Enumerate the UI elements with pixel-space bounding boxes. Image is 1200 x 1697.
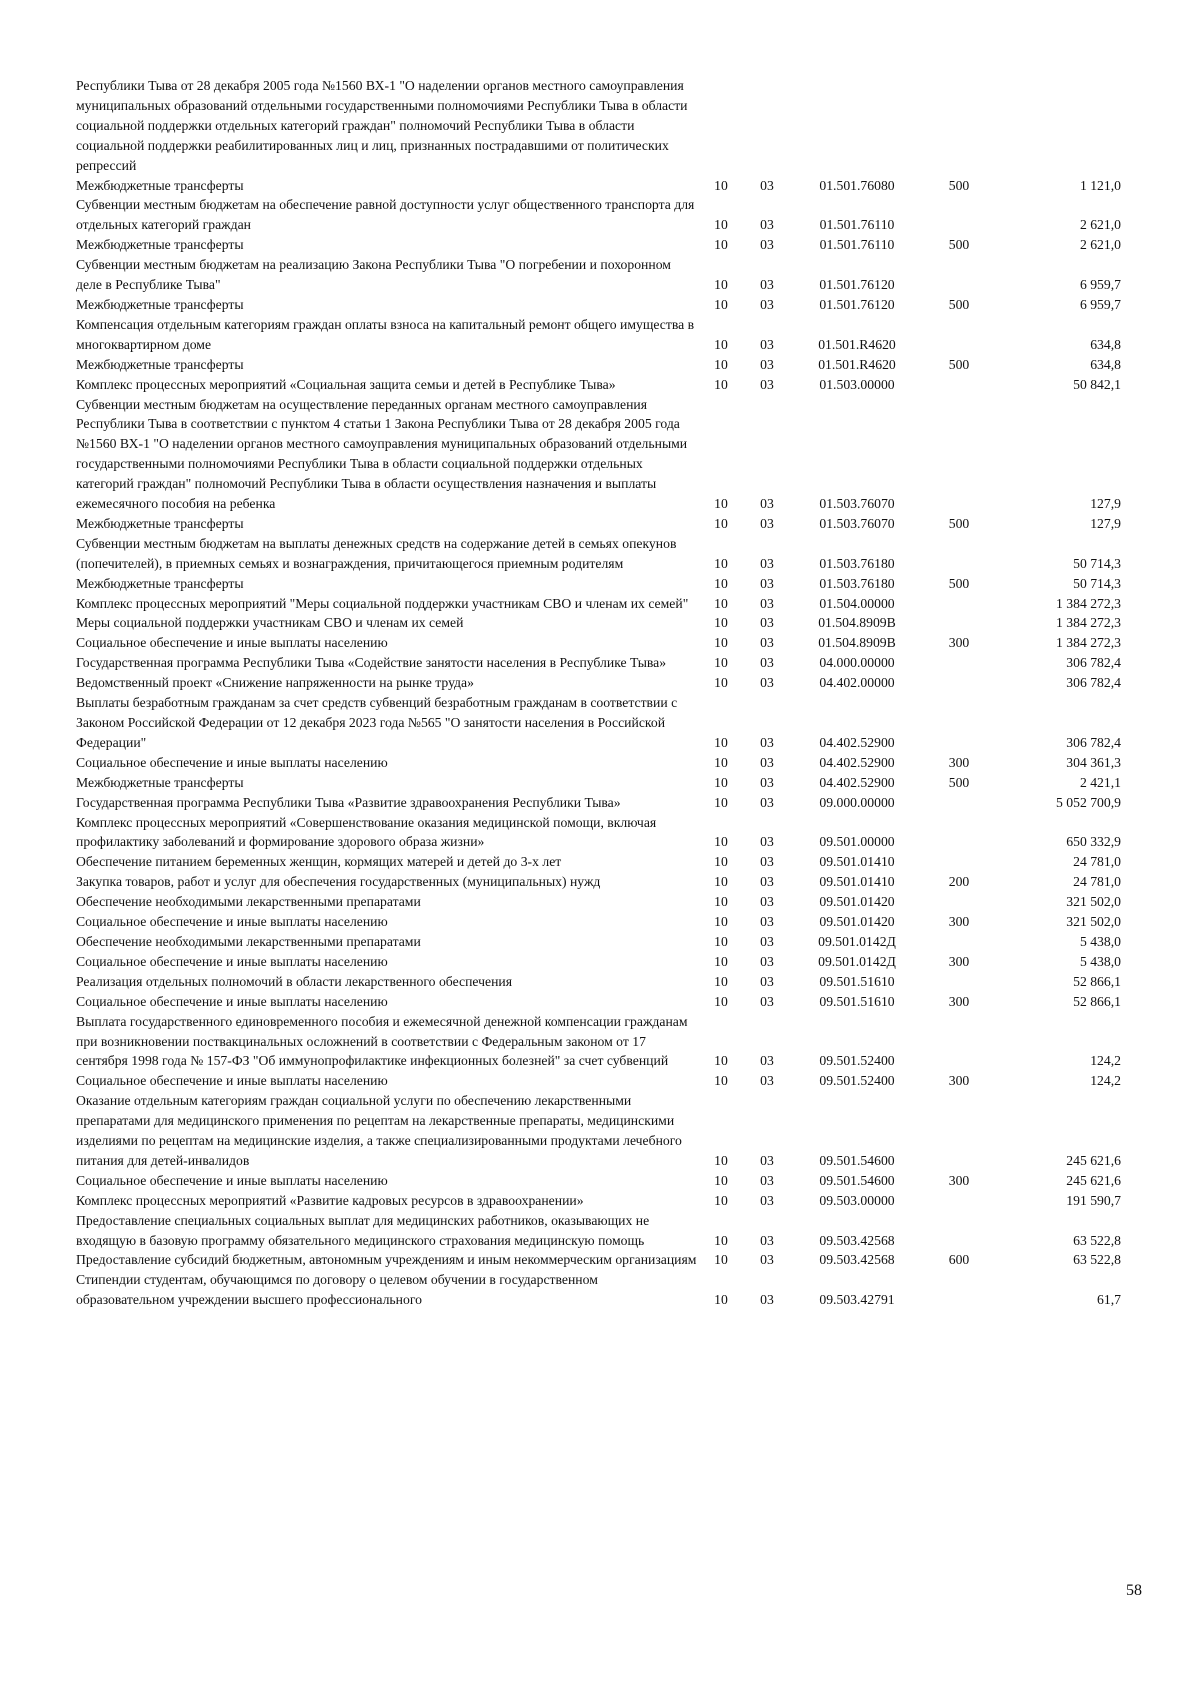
row-subsection-code: 03 (760, 635, 774, 651)
row-section-code (698, 76, 744, 176)
row-subsection-code: 03 (760, 217, 774, 233)
table-row (76, 1171, 1121, 1191)
table-row (76, 952, 1121, 972)
row-subsection-code: 03 (760, 615, 774, 631)
table-row (76, 753, 1121, 773)
table-row (76, 315, 1121, 355)
row-amount: 650 332,9 (1066, 834, 1121, 850)
row-section-code: 10 (714, 655, 728, 671)
row-name: Межбюджетные трансферты (76, 774, 244, 790)
table-row (76, 673, 1121, 693)
row-expense-type-code (924, 972, 994, 992)
table-row (76, 295, 1121, 315)
row-name: Обеспечение необходимыми лекарственными препаратами (76, 894, 421, 910)
row-section-code: 10 (714, 177, 728, 193)
row-section-code: 10 (714, 356, 728, 372)
budget-table-body (76, 76, 1121, 1310)
row-section-code: 10 (714, 555, 728, 571)
row-target-article-code: 01.501.R4620 (818, 336, 896, 352)
row-section-code: 10 (714, 496, 728, 512)
row-expense-type-code: 300 (948, 635, 970, 651)
row-section-code: 10 (714, 1172, 728, 1188)
row-subsection-code: 03 (760, 854, 774, 870)
row-expense-type-code: 500 (948, 356, 970, 372)
row-expense-type-code: 300 (948, 754, 970, 770)
row-target-article-code: 09.501.54600 (819, 1152, 895, 1168)
row-section-code: 10 (714, 1292, 728, 1308)
row-section-code: 10 (714, 754, 728, 770)
row-target-article-code: 01.504.8909В (818, 615, 896, 631)
table-row (76, 633, 1121, 653)
row-target-article-code: 01.501.76110 (819, 237, 895, 253)
row-expense-type-code (924, 1012, 994, 1072)
row-amount: 634,8 (1090, 336, 1121, 352)
row-expense-type-code (924, 793, 994, 813)
row-target-article-code: 09.501.01410 (819, 854, 895, 870)
table-row (76, 912, 1121, 932)
row-expense-type-code (924, 375, 994, 395)
row-section-code: 10 (714, 515, 728, 531)
row-name: Межбюджетные трансферты (76, 515, 244, 531)
row-subsection-code: 03 (760, 655, 774, 671)
row-target-article-code: 01.501.76110 (819, 217, 895, 233)
row-subsection-code: 03 (760, 993, 774, 1009)
row-expense-type-code (924, 673, 994, 693)
row-name: Обеспечение питанием беременных женщин, кормящих матерей и детей до 3-х лет (76, 854, 562, 870)
row-subsection-code: 03 (760, 277, 774, 293)
row-section-code: 10 (714, 734, 728, 750)
row-target-article-code: 01.501.76080 (819, 177, 895, 193)
row-section-code: 10 (714, 595, 728, 611)
row-section-code: 10 (714, 993, 728, 1009)
row-section-code: 10 (714, 277, 728, 293)
row-subsection-code: 03 (760, 933, 774, 949)
table-row (76, 76, 1121, 176)
row-target-article-code: 09.501.01420 (819, 894, 895, 910)
row-expense-type-code: 200 (948, 874, 970, 890)
row-subsection-code: 03 (760, 953, 774, 969)
row-amount: 1 384 272,3 (1055, 635, 1121, 651)
row-name: Комплекс процессных мероприятий «Совершенствование оказания медицинской помощи, включая профилактику заболеваний и формирование здорового образа жизни» (76, 814, 657, 850)
row-subsection-code: 03 (760, 555, 774, 571)
row-amount: 63 522,8 (1073, 1252, 1121, 1268)
row-subsection-code: 03 (760, 834, 774, 850)
row-expense-type-code: 300 (948, 914, 970, 930)
row-section-code: 10 (714, 854, 728, 870)
table-row (76, 793, 1121, 813)
budget-table (76, 76, 1121, 1310)
row-amount: 2 421,1 (1079, 774, 1121, 790)
row-amount: 127,9 (1090, 496, 1121, 512)
row-subsection-code: 03 (760, 356, 774, 372)
table-row (76, 852, 1121, 872)
row-target-article-code: 01.503.76180 (819, 555, 895, 571)
row-expense-type-code (924, 195, 994, 235)
table-row (76, 1091, 1121, 1171)
table-row (76, 773, 1121, 793)
row-expense-type-code: 300 (948, 993, 970, 1009)
row-name: Предоставление специальных социальных выплат для медицинских работников, оказывающих не входящую в базовую программу обязательного медицинского страхования медицинскую помощь (76, 1212, 650, 1248)
row-amount: 6 959,7 (1079, 277, 1121, 293)
row-section-code: 10 (714, 1073, 728, 1089)
row-amount: 1 384 272,3 (1055, 595, 1121, 611)
table-row (76, 653, 1121, 673)
row-target-article-code: 01.503.76070 (819, 496, 895, 512)
table-row (76, 1270, 1121, 1310)
table-row (76, 176, 1121, 196)
row-expense-type-code (924, 613, 994, 633)
table-row (76, 693, 1121, 753)
row-subsection-code: 03 (760, 515, 774, 531)
row-section-code: 10 (714, 953, 728, 969)
row-target-article-code: 01.503.76070 (819, 515, 895, 531)
row-expense-type-code (924, 76, 994, 176)
row-name: Субвенции местным бюджетам на выплаты денежных средств на содержание детей в семьях опекунов (попечителей), в приемных семьях и вознаграждения, причитающегося приемным родителям (76, 535, 677, 571)
row-target-article-code: 09.503.00000 (819, 1192, 895, 1208)
row-name: Межбюджетные трансферты (76, 356, 244, 372)
row-section-code: 10 (714, 774, 728, 790)
row-target-article-code: 01.501.76120 (819, 277, 895, 293)
row-name: Социальное обеспечение и иные выплаты населению (76, 914, 388, 930)
row-name: Субвенции местным бюджетам на осуществление переданных органам местного самоуправления Республики Тыва в соответствии с пунктом 4 статьи 1 Закона Республики Тыва от 28 декабря 2005 года №1560 ВХ-1 "О наделении органов местного самоуправления муниципальных образований отдельными государственными полномочиями Республики Тыва в области социальной поддержки отдельных категорий граждан" полномочий Республики Тыва в области осуществления назначения и выплаты ежемесячного пособия на ребенка (76, 396, 688, 512)
row-section-code: 10 (714, 615, 728, 631)
row-expense-type-code: 500 (948, 237, 970, 253)
table-row (76, 395, 1121, 514)
row-expense-type-code (924, 932, 994, 952)
row-target-article-code: 04.402.52900 (819, 734, 895, 750)
table-row (76, 255, 1121, 295)
row-amount: 5 438,0 (1079, 953, 1121, 969)
row-section-code: 10 (714, 217, 728, 233)
row-expense-type-code (924, 1211, 994, 1251)
row-name: Выплаты безработным гражданам за счет средств субвенций безработным гражданам в соответствии с Законом Российской Федерации от 12 декабря 2023 года №565 "О занятости населения в Российской Федерации" (76, 695, 678, 750)
table-row (76, 1191, 1121, 1211)
table-row (76, 195, 1121, 235)
row-target-article-code: 09.000.00000 (819, 794, 895, 810)
row-expense-type-code (924, 693, 994, 753)
row-subsection-code: 03 (760, 754, 774, 770)
row-section-code: 10 (714, 1152, 728, 1168)
row-name: Субвенции местным бюджетам на обеспечение равной доступности услуг общественного транспорта для отдельных категорий граждан (76, 197, 695, 233)
row-expense-type-code (924, 395, 994, 514)
row-amount: 2 621,0 (1079, 217, 1121, 233)
row-subsection-code: 03 (760, 1172, 774, 1188)
row-target-article-code: 09.501.0142Д (818, 933, 896, 949)
row-name: Республики Тыва от 28 декабря 2005 года №1560 ВХ-1 "О наделении органов местного самоуправления муниципальных образований отдельными государственными полномочиями Республики Тыва в области социальной поддержки отдельных категорий граждан" полномочий Республики Тыва в области социальной поддержки реабилитированных лиц и лиц, признанных пострадавшими от политических репрессий (76, 78, 688, 173)
row-subsection-code: 03 (760, 1232, 774, 1248)
row-target-article-code: 01.504.8909В (818, 635, 896, 651)
row-expense-type-code: 500 (948, 774, 970, 790)
row-amount: 52 866,1 (1073, 973, 1121, 989)
row-name: Комплекс процессных мероприятий «Социальная защита семьи и детей в Республике Тыва» (76, 376, 616, 392)
row-subsection-code: 03 (760, 237, 774, 253)
row-expense-type-code (924, 1091, 994, 1171)
row-amount: 6 959,7 (1079, 296, 1121, 312)
table-row (76, 992, 1121, 1012)
row-target-article-code: 09.503.42568 (819, 1252, 895, 1268)
row-section-code: 10 (714, 834, 728, 850)
row-name: Обеспечение необходимыми лекарственными препаратами (76, 933, 421, 949)
table-row (76, 972, 1121, 992)
row-name: Предоставление субсидий бюджетным, автономным учреждениям и иным некоммерческим организациям (76, 1252, 697, 1268)
row-section-code: 10 (714, 1232, 728, 1248)
row-subsection-code: 03 (760, 874, 774, 890)
table-row (76, 613, 1121, 633)
table-row (76, 1250, 1121, 1270)
row-subsection-code: 03 (760, 376, 774, 392)
row-subsection-code: 03 (760, 336, 774, 352)
row-target-article-code: 09.501.01410 (819, 874, 895, 890)
row-expense-type-code (924, 852, 994, 872)
row-name: Межбюджетные трансферты (76, 296, 244, 312)
row-amount: 306 782,4 (1066, 675, 1121, 691)
row-expense-type-code (924, 594, 994, 614)
row-section-code: 10 (714, 675, 728, 691)
row-target-article-code: 01.501.R4620 (818, 356, 896, 372)
row-target-article-code: 01.504.00000 (819, 595, 895, 611)
row-amount: 5 052 700,9 (1055, 794, 1121, 810)
row-name: Социальное обеспечение и иные выплаты населению (76, 635, 388, 651)
row-expense-type-code (924, 892, 994, 912)
row-name: Социальное обеспечение и иные выплаты населению (76, 1073, 388, 1089)
row-section-code: 10 (714, 894, 728, 910)
row-amount: 124,2 (1090, 1073, 1121, 1089)
row-target-article-code: 09.503.42791 (819, 1292, 895, 1308)
row-target-article-code: 01.501.76120 (819, 296, 895, 312)
row-amount: 63 522,8 (1073, 1232, 1121, 1248)
row-target-article-code: 09.503.42568 (819, 1232, 895, 1248)
row-section-code: 10 (714, 794, 728, 810)
row-target-article-code: 09.501.51610 (819, 993, 895, 1009)
row-expense-type-code (924, 255, 994, 295)
row-amount: 127,9 (1090, 515, 1121, 531)
row-amount: 634,8 (1090, 356, 1121, 372)
row-section-code: 10 (714, 914, 728, 930)
table-row (76, 235, 1121, 255)
row-expense-type-code: 500 (948, 515, 970, 531)
row-name: Компенсация отдельным категориям граждан оплаты взноса на капитальный ремонт общего имущества в многоквартирном доме (76, 316, 695, 352)
row-expense-type-code (924, 813, 994, 853)
row-expense-type-code (924, 1270, 994, 1310)
row-subsection-code: 03 (760, 496, 774, 512)
row-target-article-code: 09.501.52400 (819, 1073, 895, 1089)
row-amount: 24 781,0 (1073, 854, 1121, 870)
row-subsection-code: 03 (760, 914, 774, 930)
row-section-code: 10 (714, 296, 728, 312)
row-subsection-code (744, 76, 790, 176)
row-subsection-code: 03 (760, 595, 774, 611)
row-section-code: 10 (714, 1252, 728, 1268)
row-name: Государственная программа Республики Тыва «Содействие занятости населения в Республике Тыва» (76, 655, 667, 671)
row-target-article-code: 04.000.00000 (819, 655, 895, 671)
row-section-code: 10 (714, 1192, 728, 1208)
row-amount: 1 384 272,3 (1055, 615, 1121, 631)
row-subsection-code: 03 (760, 973, 774, 989)
table-row (76, 1211, 1121, 1251)
row-amount: 52 866,1 (1073, 993, 1121, 1009)
row-amount (994, 76, 1121, 176)
row-target-article-code: 04.402.52900 (819, 754, 895, 770)
table-row (76, 534, 1121, 574)
row-name: Реализация отдельных полномочий в области лекарственного обеспечения (76, 973, 513, 989)
table-row (76, 1012, 1121, 1072)
row-name: Межбюджетные трансферты (76, 177, 244, 193)
row-name: Стипендии студентам, обучающимся по договору о целевом обучении в государственном образовательном учреждении высшего профессионального (76, 1272, 598, 1308)
table-row (76, 375, 1121, 395)
row-name: Выплата государственного единовременного пособия и ежемесячной денежной компенсации гражданам при возникновении поствакцинальных осложнений в соответствии с Федеральным законом от 17 сентября 1998 года № 157-ФЗ "Об иммунопрофилактике инфекционных болезней" за счет субвенций (76, 1013, 688, 1069)
row-name: Закупка товаров, работ и услуг для обеспечения государственных (муниципальных) нужд (76, 874, 601, 890)
row-target-article-code: 04.402.52900 (819, 774, 895, 790)
table-row (76, 574, 1121, 594)
row-target-article-code: 01.503.00000 (819, 376, 895, 392)
row-amount: 304 361,3 (1066, 754, 1121, 770)
row-name: Межбюджетные трансферты (76, 237, 244, 253)
row-section-code: 10 (714, 973, 728, 989)
row-amount: 191 590,7 (1066, 1192, 1121, 1208)
row-name: Комплекс процессных мероприятий «Развитие кадровых ресурсов в здравоохранении» (76, 1192, 584, 1208)
row-target-article-code: 09.501.01420 (819, 914, 895, 930)
row-expense-type-code: 300 (948, 1073, 970, 1089)
row-amount: 50 714,3 (1073, 575, 1121, 591)
row-subsection-code: 03 (760, 177, 774, 193)
row-target-article-code: 04.402.00000 (819, 675, 895, 691)
table-row (76, 872, 1121, 892)
row-subsection-code: 03 (760, 1053, 774, 1069)
row-name: Субвенции местным бюджетам на реализацию Закона Республики Тыва "О погребении и похоронном деле в Республике Тыва" (76, 257, 671, 293)
row-amount: 1 121,0 (1079, 177, 1121, 193)
row-amount: 245 621,6 (1066, 1172, 1121, 1188)
row-name: Ведомственный проект «Снижение напряженности на рынке труда» (76, 675, 474, 691)
table-row (76, 1071, 1121, 1091)
row-expense-type-code (924, 534, 994, 574)
row-section-code: 10 (714, 336, 728, 352)
row-section-code: 10 (714, 575, 728, 591)
row-amount: 321 502,0 (1066, 914, 1121, 930)
row-subsection-code: 03 (760, 794, 774, 810)
row-name: Социальное обеспечение и иные выплаты населению (76, 754, 388, 770)
row-expense-type-code: 500 (948, 575, 970, 591)
row-target-article-code (790, 76, 924, 176)
row-subsection-code: 03 (760, 296, 774, 312)
row-amount: 306 782,4 (1066, 655, 1121, 671)
row-amount: 24 781,0 (1073, 874, 1121, 890)
row-amount: 321 502,0 (1066, 894, 1121, 910)
row-name: Комплекс процессных мероприятий "Меры социальной поддержки участникам СВО и членам их семей" (76, 595, 689, 611)
page-number: 58 (1126, 1582, 1142, 1599)
row-section-code: 10 (714, 376, 728, 392)
row-section-code: 10 (714, 874, 728, 890)
row-name: Межбюджетные трансферты (76, 575, 244, 591)
row-subsection-code: 03 (760, 734, 774, 750)
row-section-code: 10 (714, 635, 728, 651)
row-expense-type-code: 500 (948, 296, 970, 312)
table-row (76, 813, 1121, 853)
row-subsection-code: 03 (760, 1152, 774, 1168)
row-expense-type-code: 300 (948, 1172, 970, 1188)
row-amount: 2 621,0 (1079, 237, 1121, 253)
row-expense-type-code (924, 653, 994, 673)
row-subsection-code: 03 (760, 1292, 774, 1308)
row-expense-type-code (924, 315, 994, 355)
row-expense-type-code: 600 (948, 1252, 970, 1268)
row-name: Социальное обеспечение и иные выплаты населению (76, 953, 388, 969)
table-row (76, 892, 1121, 912)
row-subsection-code: 03 (760, 894, 774, 910)
row-section-code: 10 (714, 1053, 728, 1069)
row-target-article-code: 09.501.52400 (819, 1053, 895, 1069)
row-name: Социальное обеспечение и иные выплаты населению (76, 1172, 388, 1188)
table-row (76, 355, 1121, 375)
row-name: Государственная программа Республики Тыва «Развитие здравоохранения Республики Тыва» (76, 794, 621, 810)
table-row (76, 514, 1121, 534)
row-target-article-code: 09.501.0142Д (818, 953, 896, 969)
row-subsection-code: 03 (760, 1252, 774, 1268)
row-subsection-code: 03 (760, 1073, 774, 1089)
row-amount: 61,7 (1097, 1292, 1121, 1308)
row-section-code: 10 (714, 933, 728, 949)
row-subsection-code: 03 (760, 774, 774, 790)
row-name: Социальное обеспечение и иные выплаты населению (76, 993, 388, 1009)
row-name: Меры социальной поддержки участникам СВО и членам их семей (76, 615, 464, 631)
row-name: Оказание отдельным категориям граждан социальной услуги по обеспечению лекарственными препаратами для медицинского применения по рецептам на лекарственные препараты, медицинскими изделиями по рецептам на медицинские изделия, а также специализированными продуктами лечебного питания для детей-инвалидов (76, 1093, 682, 1168)
row-subsection-code: 03 (760, 675, 774, 691)
row-section-code: 10 (714, 237, 728, 253)
row-amount: 245 621,6 (1066, 1152, 1121, 1168)
row-target-article-code: 09.501.54600 (819, 1172, 895, 1188)
row-subsection-code: 03 (760, 1192, 774, 1208)
row-amount: 50 714,3 (1073, 555, 1121, 571)
row-amount: 306 782,4 (1066, 734, 1121, 750)
row-subsection-code: 03 (760, 575, 774, 591)
table-row (76, 594, 1121, 614)
row-expense-type-code: 300 (948, 953, 970, 969)
table-row (76, 932, 1121, 952)
row-amount: 5 438,0 (1079, 933, 1121, 949)
row-target-article-code: 09.501.51610 (819, 973, 895, 989)
row-target-article-code: 09.501.00000 (819, 834, 895, 850)
row-expense-type-code: 500 (948, 177, 970, 193)
row-amount: 50 842,1 (1073, 376, 1121, 392)
row-target-article-code: 01.503.76180 (819, 575, 895, 591)
row-expense-type-code (924, 1191, 994, 1211)
row-amount: 124,2 (1090, 1053, 1121, 1069)
